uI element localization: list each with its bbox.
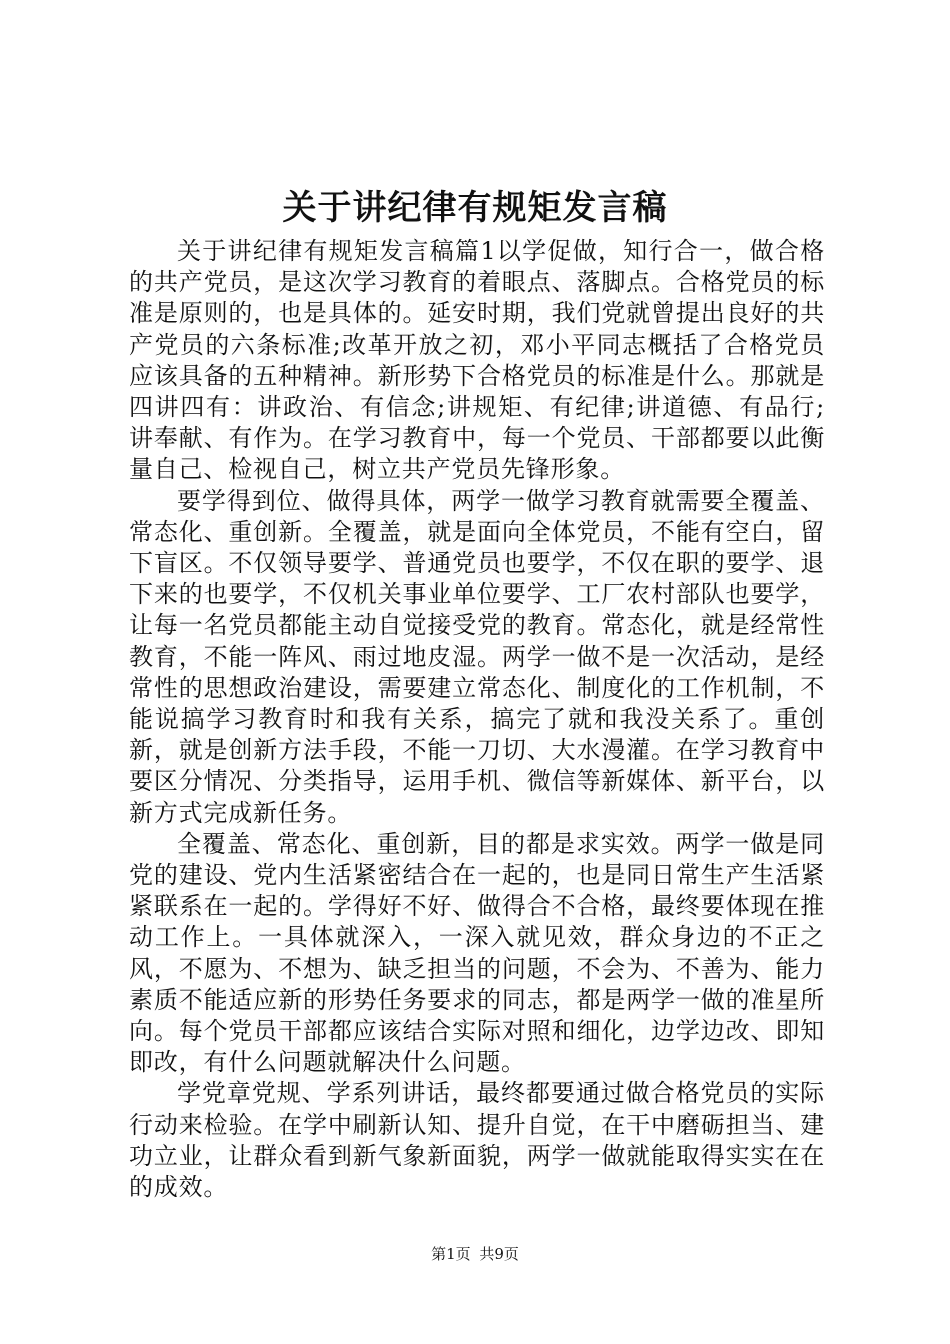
page-footer — [0, 1244, 950, 1264]
document-body — [129, 236, 825, 1203]
page-number: 第1页 — [431, 1245, 471, 1263]
page-total: 共9页 — [479, 1245, 519, 1263]
paragraph-4: 学党章党规、学系列讲话，最终都要通过做合格党员的实际行动来检验。在学中刷新认知、提升自觉，在干中磨砺担当、建功立业，让群众看到新气象新面貌，两学一做就能取得实实在在的成效。 — [129, 1079, 825, 1202]
paragraph-3: 全覆盖、常态化、重创新，目的都是求实效。两学一做是同党的建设、党内生活紧密结合在一起的，也是同日常生产生活紧紧联系在一起的。学得好不好、做得合不合格，最终要体现在推动工作上。一具体就深入，一深入就见效，群众身边的不正之风，不愿为、不想为、缺乏担当的问题，不会为、不善为、能力素质不能适应新的形势任务要求的同志，都是两学一做的准星所向。每个党员干部都应该结合实际对照和细化，边学边改、即知即改，有什么问题就解决什么问题。 — [129, 829, 825, 1077]
paragraph-2: 要学得到位、做得具体，两学一做学习教育就需要全覆盖、常态化、重创新。全覆盖，就是面向全体党员，不能有空白，留下盲区。不仅领导要学、普通党员也要学，不仅在职的要学、退下来的也要学，不仅机关事业单位要学、工厂农村部队也要学，让每一名党员都能主动自觉接受党的教育。常态化，就是经常性教育，不能一阵风、雨过地皮湿。两学一做不是一次活动，是经常性的思想政治建设，需要建立常态化、制度化的工作机制，不能说搞学习教育时和我有关系，搞完了就和我没关系了。重创新，就是创新方法手段，不能一刀切、大水漫灌。在学习教育中要区分情况、分类指导，运用手机、微信等新媒体、新平台，以新方式完成新任务。 — [129, 486, 825, 827]
paragraph-1: 关于讲纪律有规矩发言稿篇1以学促做，知行合一，做合格的共产党员，是这次学习教育的着眼点、落脚点。合格党员的标准是原则的，也是具体的。延安时期，我们党就曾提出良好的共产党员的六条标准;改革开放之初，邓小平同志概括了合格党员应该具备的五种精神。新形势下合格党员的标准是什么。那就是四讲四有：讲政治、有信念;讲规矩、有纪律;讲道德、有品行;讲奉献、有作为。在学习教育中，每一个党员、干部都要以此衡量自己、检视自己，树立共产党员先锋形象。 — [129, 237, 825, 484]
document-title: 关于讲纪律有规矩发言稿 — [282, 188, 668, 228]
